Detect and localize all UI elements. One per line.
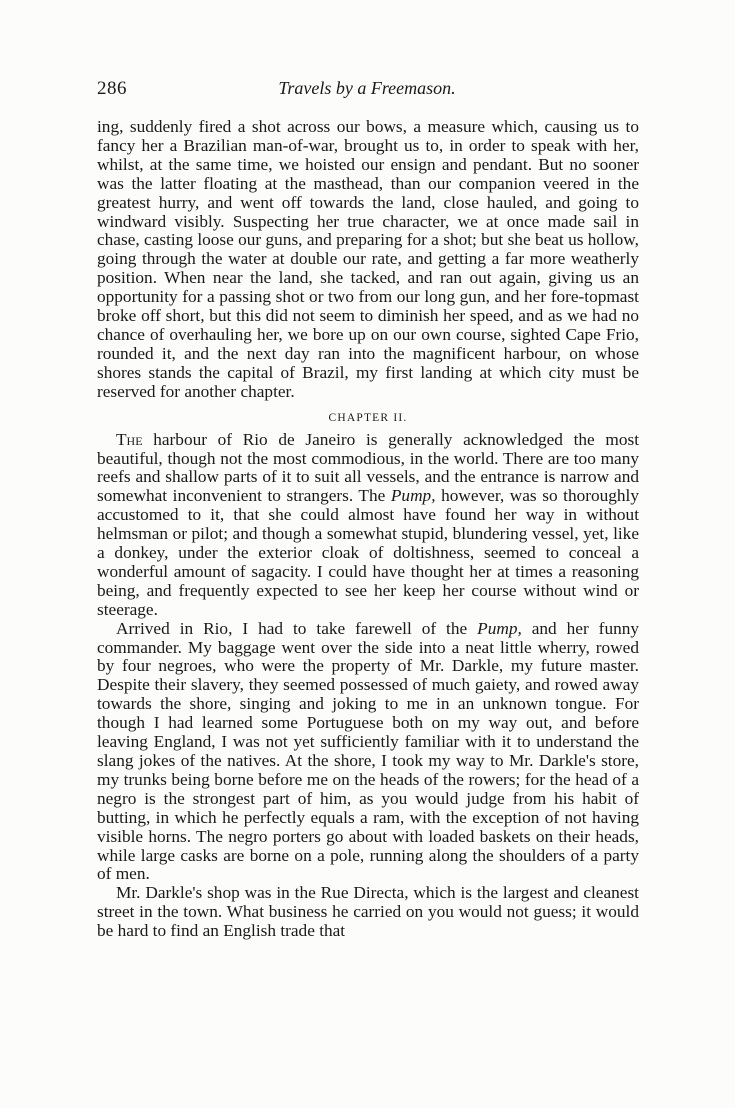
paragraph-arrival: [97, 620, 639, 885]
opening-word: The: [116, 429, 143, 449]
paragraph-text: Arrived in Rio, I had to take farewell of the: [116, 618, 478, 638]
running-head: Travels by a Freemason.: [278, 78, 456, 98]
chapter-heading: CHAPTER II.: [328, 411, 408, 424]
paragraph-shop: Mr. Darkle's shop was in the Rue Directa, which is the largest and cleanest street in the town. What business he carried on you would not guess; it would be hard to find an English trade that: [97, 883, 639, 941]
paragraph-continued: ing, suddenly fired a shot across our bows, a measure which, causing us to fancy her a Brazilian man-of-war, brought us to, in order to speak with her, whilst, at the same time, we hoisted our ensign and pendant. But no sooner was the latter floating at the masthead, than our companion veered in the greatest hurry, and went off towards the land, close hauled, and going to windward visibly. Suspecting her true character, we at once made sail in chase, casting loose our guns, and preparing for a shot; but she beat us hollow, going through the water at double our rate, and getting a far more weatherly position. When near the land, she tacked, and ran out again, giving us an opportunity for a passing shot or two from our long gun, and her fore-topmast broke off short, but this did not seem to diminish her speed, and as we had no chance of overhauling her, we bore up on our own course, sighted Cape Frio, rounded it, and the next day ran into the magnificent harbour, on whose shores stands the capital of Brazil, my first landing at which city must be reserved for another chapter.: [97, 117, 639, 401]
page-header: [97, 78, 637, 102]
page-number: 286: [97, 78, 127, 99]
paragraph-text: and her funny commander. My baggage went over the side into a neat little wherry, rowed by four negroes, who were the property of Mr. Darkle, my future master. Despite their slavery, they seemed possessed of much gaiety, and rowed away towards the shore, singing and joking to me in an unknown tongue. For though I had learned some Portuguese both on my way out, and before leaving England, I was not yet sufficiently familiar with it to understand the slang jokes of the natives. At the shore, I took my way to Mr. Darkle's store, my trunks being borne before me on the heads of the rowers; for the head of a negro is the strongest part of him, as you would judge from his habit of butting, in which he perfectly equals a ram, with the exception of not having visible horns. The negro porters go about with loaded baskets on their heads, while large casks are borne on a pole, running along the shoulders of a party of men.: [97, 618, 640, 884]
ship-name: Pump,: [477, 618, 522, 638]
paragraph-text: however, was so thoroughly accustomed to it, that she could almost have found her way in without helmsman or pilot; and though a somewhat stupid, blundering vessel, yet, like a donkey, under the exterior cloak of doltishness, seemed to conceal a wonderful amount of sagacity. I could have thought her at times a reasoning being, and frequently expected to see her keep her course without wind or steerage.: [97, 486, 639, 619]
paragraph-text: harbour of Rio de Janeiro is generally acknowledged the most beautiful, though not the most commodious, in the world. There are too many reefs and shallow parts of it to suit all vessels, and the entrance is narrow and somewhat inconvenient to strangers. The: [97, 429, 639, 506]
ship-name: Pump,: [390, 486, 436, 506]
paragraph-harbour: [97, 431, 639, 620]
page-body: [97, 118, 639, 941]
